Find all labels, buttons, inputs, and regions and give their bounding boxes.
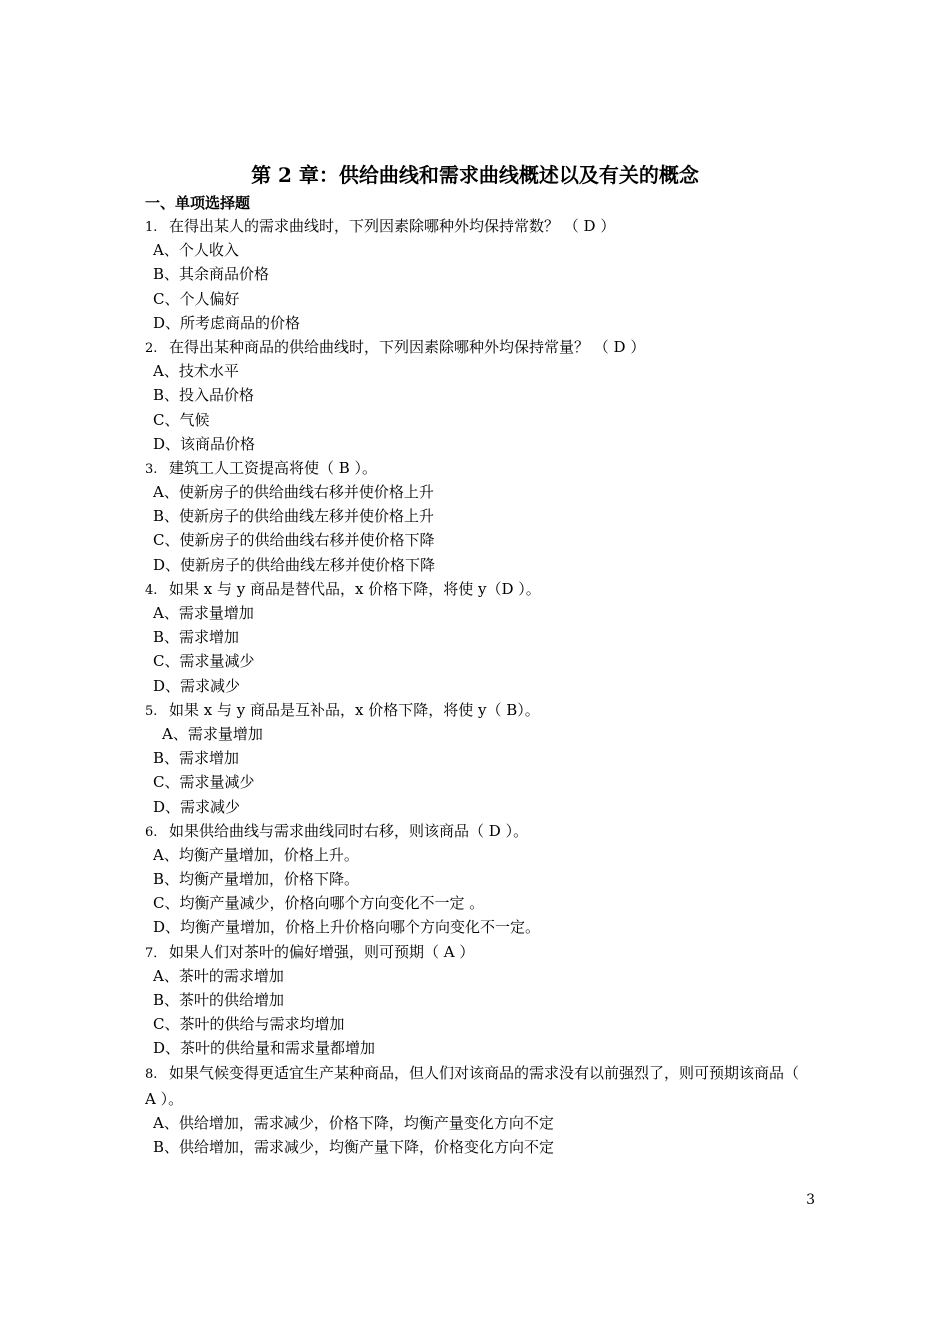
option: C、茶叶的供给与需求均增加 [153, 1015, 345, 1034]
question-text: 建筑工人工资提高将使（ B ）。 [169, 458, 378, 477]
question-number: 7． [145, 945, 167, 961]
question-number: 8. [145, 1066, 158, 1082]
option: A、使新房子的供给曲线右移并使价格上升 [153, 483, 434, 502]
option: B、其余商品价格 [153, 265, 270, 284]
question-7 [145, 940, 813, 964]
option: A、个人收入 [153, 241, 239, 260]
option: C、使新房子的供给曲线右移并使价格下降 [153, 531, 435, 550]
question-8 [145, 1061, 813, 1111]
question-text: 如果气候变得更适宜生产某种商品，但人们对该商品的需求没有以前强烈了，则可预期该商品（ A ）。 [145, 1063, 800, 1108]
option: C、需求量减少 [153, 652, 255, 671]
option: D、需求减少 [153, 797, 241, 816]
option: C、均衡产量减少，价格向哪个方向变化不一定 。 [153, 894, 485, 913]
question-6 [145, 819, 813, 843]
option: B、均衡产量增加，价格下降。 [153, 870, 360, 889]
option: B、使新房子的供给曲线左移并使价格上升 [153, 507, 435, 526]
option: A、技术水平 [153, 362, 239, 381]
option: A、茶叶的需求增加 [153, 966, 284, 985]
option: C、个人偏好 [153, 289, 240, 308]
option: B、需求增加 [153, 628, 240, 647]
question-3 [145, 456, 813, 480]
option: A、需求量增加 [153, 604, 254, 622]
question-text: 如果人们对茶叶的偏好增强，则可预期（ A ） [169, 942, 475, 961]
question-2 [145, 335, 813, 359]
question-5 [145, 698, 813, 722]
question-list [145, 214, 813, 1159]
option: D、使新房子的供给曲线左移并使价格下降 [153, 555, 436, 574]
question-text: 如果 x 与 y 商品是互补品，x 价格下降，将使 y（ B）。 [169, 700, 540, 719]
question-number: 2. [145, 340, 158, 356]
option: A、需求量增加 [162, 724, 263, 743]
page-number: 3 [806, 1192, 815, 1208]
option: D、所考虑商品的价格 [153, 313, 301, 332]
option: D、该商品价格 [153, 434, 256, 453]
section-heading: 一、单项选择题 [145, 194, 251, 212]
question-number: 1. [145, 220, 158, 235]
page-title: 第 2 章：供给曲线和需求曲线概述以及有关的概念 [251, 163, 699, 187]
question-number: 4. [145, 582, 158, 598]
option: B、茶叶的供给增加 [153, 991, 285, 1009]
option: B、需求增加 [153, 749, 240, 768]
question-4 [145, 577, 813, 601]
question-text: 在得出某种商品的供给曲线时，下列因素除哪种外均保持常量？ （ D ） [169, 337, 646, 356]
question-text: 如果 x 与 y 商品是替代品，x 价格下降，将使 y（D ）。 [169, 579, 541, 598]
question-number: 5. [145, 703, 158, 719]
option: B、投入品价格 [153, 386, 255, 405]
option: A、供给增加，需求减少，价格下降，均衡产量变化方向不定 [153, 1113, 554, 1132]
question-text: 在得出某人的需求曲线时，下列因素除哪种外均保持常数？ （ D ） [169, 217, 616, 235]
question-number: 6. [145, 824, 158, 840]
question-text: 如果供给曲线与需求曲线同时右移，则该商品（ D ）。 [169, 821, 529, 840]
option: D、均衡产量增加，价格上升价格向哪个方向变化不一定。 [153, 918, 541, 937]
question-number: 3. [145, 461, 158, 477]
option: D、茶叶的供给量和需求量都增加 [153, 1039, 376, 1058]
question-1 [145, 214, 813, 238]
option: C、气候 [153, 410, 210, 429]
option: D、需求减少 [153, 676, 241, 695]
option: A、均衡产量增加，价格上升。 [153, 845, 359, 864]
option: B、供给增加，需求减少，均衡产量下降，价格变化方向不定 [153, 1138, 555, 1157]
option: C、需求量减少 [153, 773, 255, 792]
